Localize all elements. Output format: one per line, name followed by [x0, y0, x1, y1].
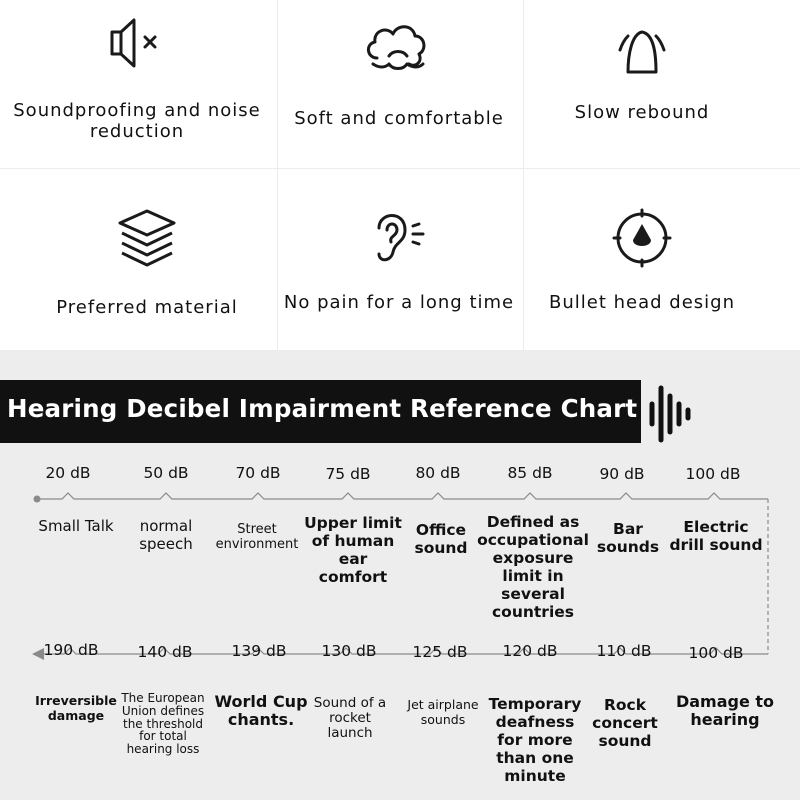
feature-label: Preferred material: [56, 297, 238, 318]
db-value: 139 dB: [231, 642, 287, 660]
timeline-start-dot: [34, 496, 41, 503]
db-value: 125 dB: [412, 643, 468, 661]
db-value: 130 dB: [321, 642, 377, 660]
level-description: Office sound: [414, 521, 468, 557]
chart-title: Hearing Decibel Impairment Reference Chart: [7, 394, 638, 423]
db-value: 100 dB: [688, 644, 744, 662]
level-description: Temporary deafness for more than one minute: [488, 695, 582, 785]
mute-speaker-icon: [105, 14, 169, 74]
db-value: 190 dB: [43, 641, 99, 659]
db-value: 100 dB: [685, 465, 741, 483]
db-value: 140 dB: [137, 643, 193, 661]
feature-material: [14, 205, 280, 318]
feature-slow-rebound: [509, 14, 775, 123]
db-value: 120 dB: [502, 642, 558, 660]
ear-icon: [359, 204, 439, 268]
timeline-line-top: [37, 493, 768, 499]
level-description: World Cup chants.: [214, 692, 308, 729]
level-description: Irreversible damage: [35, 693, 117, 723]
level-description: Electric drill sound: [669, 518, 763, 554]
db-value: 90 dB: [599, 465, 645, 483]
level-description: Jet airplane sounds: [407, 697, 479, 727]
feature-soundproofing: [4, 14, 270, 142]
feature-label: Bullet head design: [549, 292, 735, 313]
feature-no-pain: [266, 204, 532, 313]
db-value: 85 dB: [507, 464, 553, 482]
level-description: Bar sounds: [596, 520, 660, 556]
db-value: 50 dB: [143, 464, 189, 482]
level-description: Rock concert sound: [592, 696, 658, 750]
level-description: Sound of a rocket launch: [313, 695, 387, 741]
level-description: normal speech: [139, 517, 193, 553]
db-value: 110 dB: [596, 642, 652, 660]
db-value: 75 dB: [325, 465, 371, 483]
decibel-chart: [0, 350, 800, 800]
soft-cloud-icon: [359, 14, 439, 78]
db-value: 20 dB: [45, 464, 91, 482]
feature-label: Soundproofing and noise reduction: [13, 100, 261, 142]
feature-bullet-head: [509, 204, 775, 313]
level-description: Damage to hearing: [675, 692, 775, 729]
level-description: Street environment: [215, 522, 299, 552]
features-grid: [0, 0, 800, 350]
grid-divider: [0, 168, 800, 169]
layers-icon: [112, 205, 182, 269]
bullet-target-icon: [607, 204, 677, 270]
db-value: 70 dB: [235, 464, 281, 482]
level-description: Defined as occupational exposure limit in several countries: [477, 513, 589, 621]
level-description: Small Talk: [38, 517, 114, 535]
bell-shape-icon: [610, 14, 674, 78]
feature-label: Slow rebound: [574, 102, 710, 123]
db-value: 80 dB: [415, 464, 461, 482]
feature-label: Soft and comfortable: [294, 108, 504, 129]
level-description: Upper limit of human ear comfort: [304, 514, 402, 586]
feature-soft: [266, 14, 532, 129]
level-description: The European Union defines the threshold for total hearing loss: [121, 691, 205, 757]
feature-label: No pain for a long time: [283, 292, 515, 313]
